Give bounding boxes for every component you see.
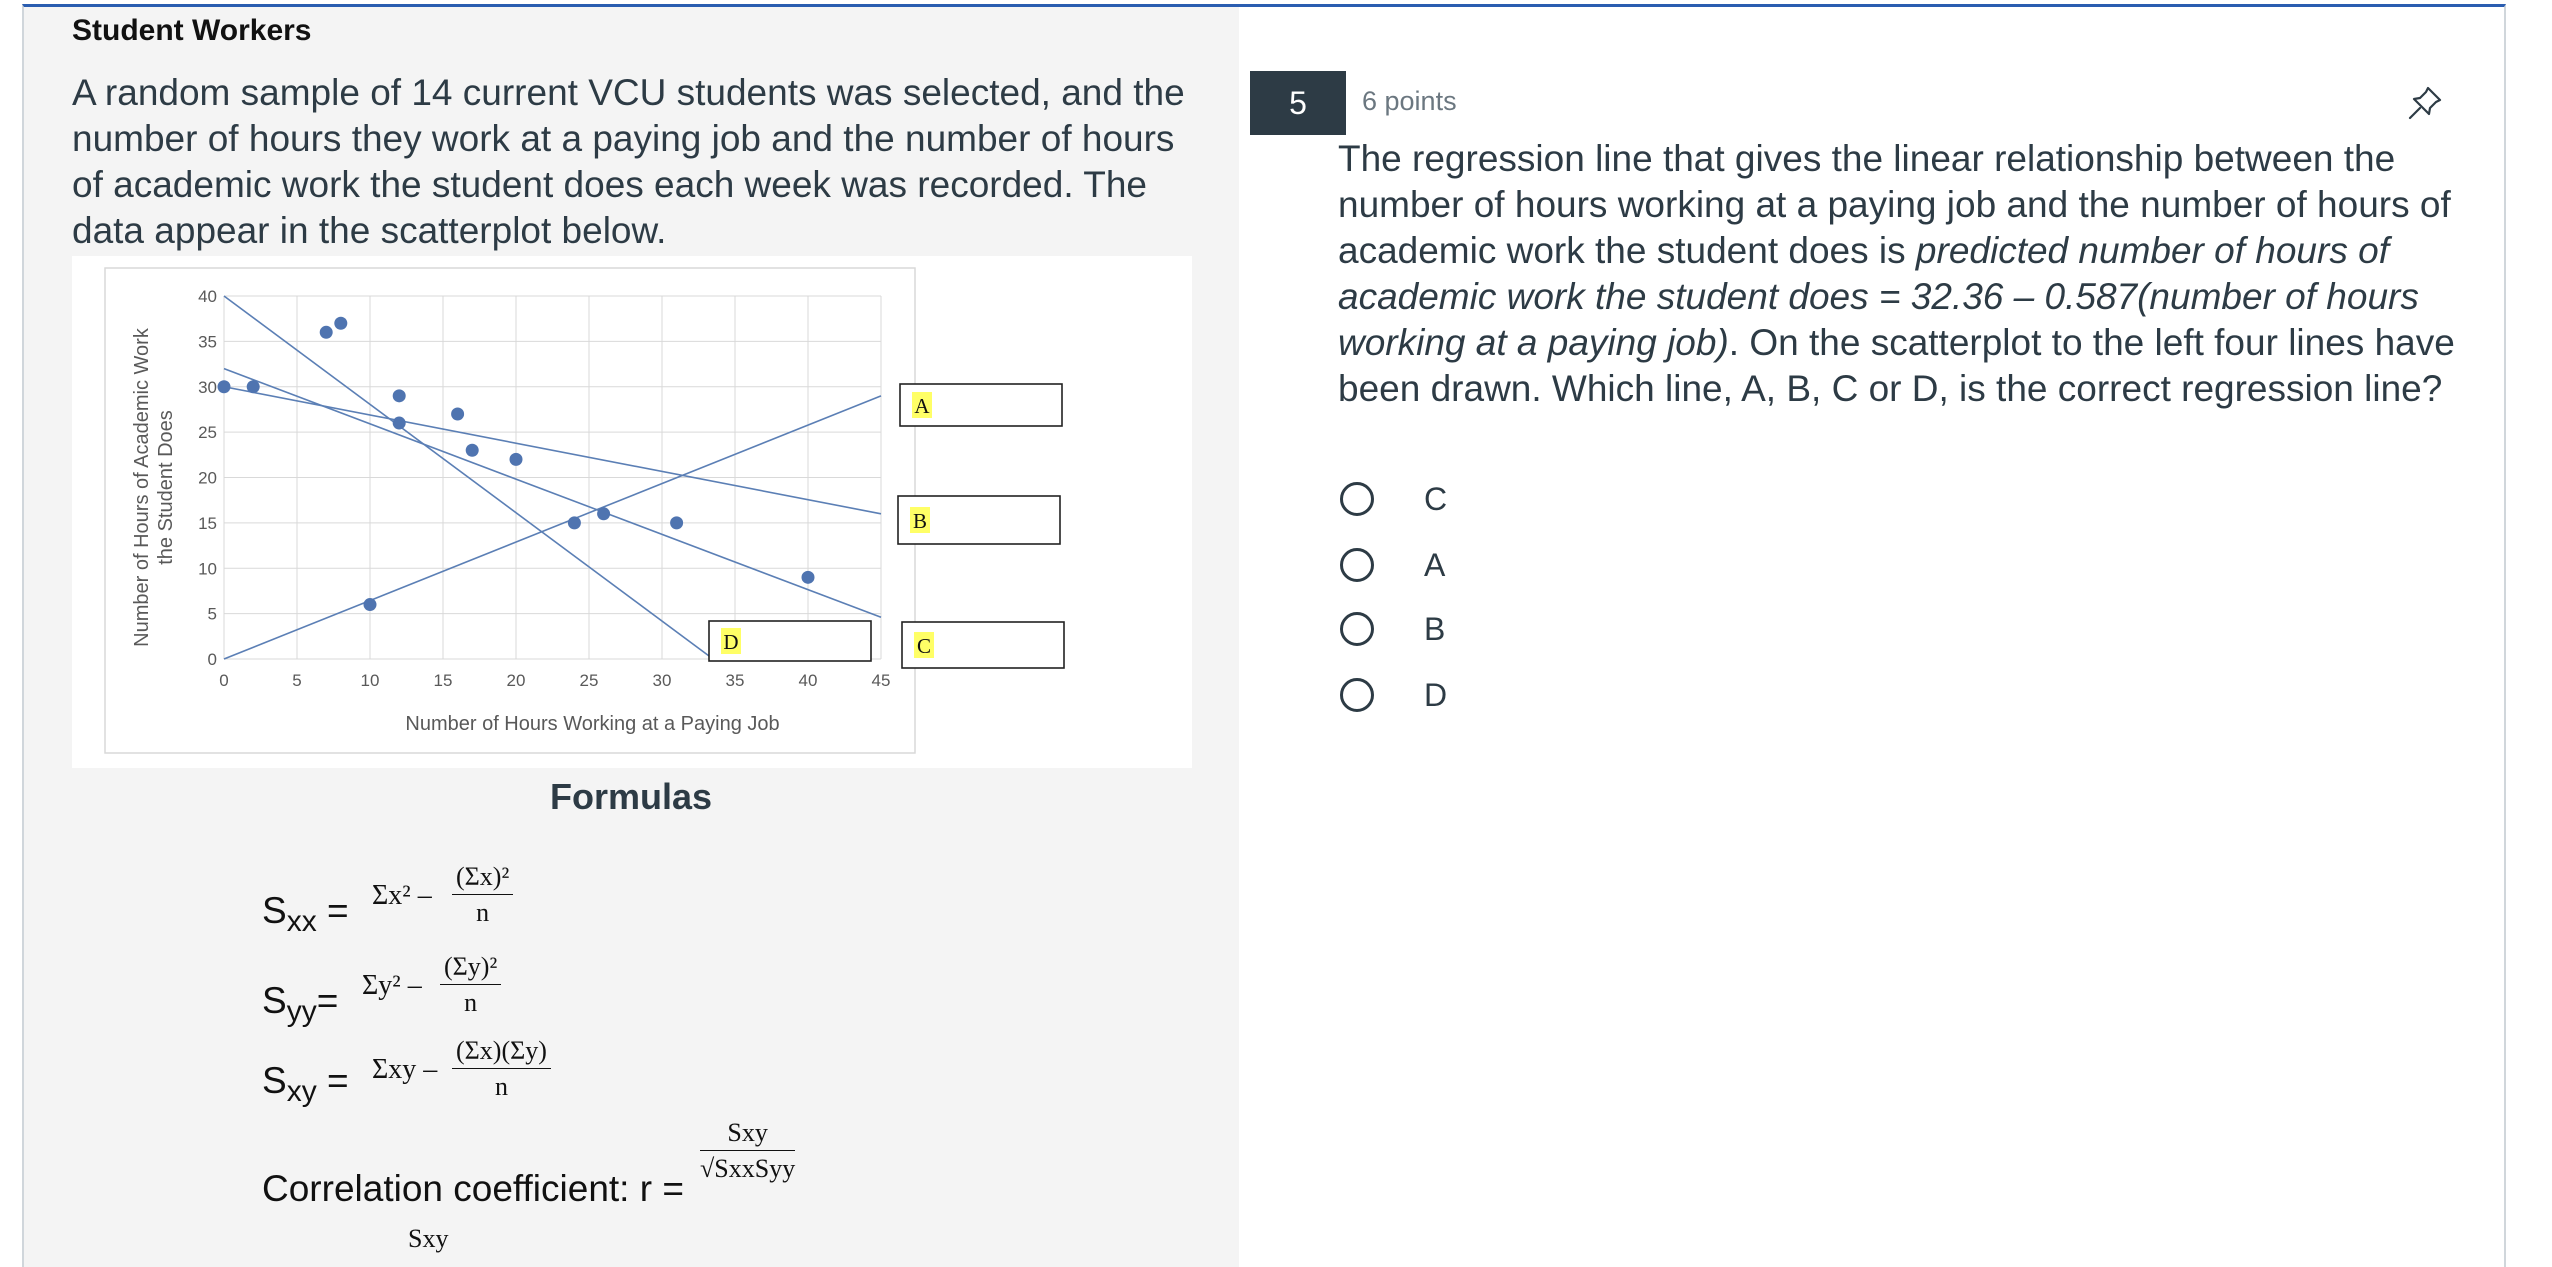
y-axis-title-line1: Number of Hours of Academic Work bbox=[131, 328, 153, 647]
radio-button[interactable] bbox=[1340, 548, 1374, 582]
syy-s: S bbox=[262, 980, 287, 1021]
data-point bbox=[510, 453, 523, 466]
sxy-fraction bbox=[452, 1034, 551, 1105]
sxx-fraction bbox=[452, 860, 513, 931]
syy-numerator: (Σy)² bbox=[440, 950, 501, 985]
x-tick-label: 0 bbox=[219, 671, 229, 690]
y-tick-label: 25 bbox=[198, 423, 217, 443]
radio-button[interactable] bbox=[1340, 678, 1374, 712]
sxy-eq: = bbox=[316, 1060, 349, 1101]
data-point bbox=[670, 516, 683, 529]
radio-button[interactable] bbox=[1340, 612, 1374, 646]
data-point bbox=[364, 598, 377, 611]
y-tick-label: 35 bbox=[198, 332, 217, 352]
sxx-label bbox=[262, 890, 349, 938]
line-label-d: D bbox=[723, 630, 739, 654]
data-point bbox=[597, 507, 610, 520]
data-point bbox=[320, 326, 333, 339]
sxx-eq: = bbox=[316, 890, 349, 931]
y-tick-label: 40 bbox=[198, 287, 217, 306]
question-text-part1: The regression line that gives the linear relationship between the number of hours working at a paying job and the number of hours of academic work the student does is bbox=[1338, 138, 2451, 271]
y-tick-label: 30 bbox=[198, 377, 217, 397]
y-tick-label: 0 bbox=[207, 650, 217, 669]
y-tick-label: 5 bbox=[207, 604, 217, 624]
sxy-sub: xy bbox=[286, 1075, 317, 1108]
radio-button[interactable] bbox=[1340, 482, 1374, 516]
question-text-equation: predicted number of hours of academic work the student does = 32.36 – 0.587(number of hours working at a paying job) bbox=[1338, 230, 2419, 363]
data-point bbox=[393, 417, 406, 430]
sxy-label bbox=[262, 1060, 349, 1108]
x-tick-label: 10 bbox=[360, 671, 380, 690]
question-text-part2: . On the scatterplot to the left four lines have been drawn. Which line, A, B, C or D, is the correct regression line? bbox=[1338, 322, 2455, 409]
data-point bbox=[334, 317, 347, 330]
y-tick-label: 20 bbox=[198, 468, 217, 488]
pin-icon[interactable] bbox=[2406, 82, 2446, 122]
correlation-numerator: Sxy bbox=[700, 1116, 795, 1151]
data-point bbox=[451, 407, 464, 420]
data-point bbox=[393, 389, 406, 402]
answer-label: C bbox=[1424, 480, 1448, 517]
x-tick-label: 5 bbox=[292, 671, 302, 690]
formulas-title: Formulas bbox=[549, 776, 713, 817]
answer-option-c[interactable] bbox=[1340, 475, 1447, 523]
stimulus-title: Student Workers bbox=[72, 14, 312, 47]
scatterplot-svg bbox=[72, 256, 1192, 768]
sxx-denominator: n bbox=[476, 898, 490, 927]
y-axis-title-line2: the Student Does bbox=[155, 410, 177, 565]
syy-label bbox=[262, 980, 339, 1028]
x-tick-label: 30 bbox=[652, 671, 672, 690]
data-point bbox=[466, 444, 479, 457]
data-point bbox=[247, 380, 260, 393]
answer-label: D bbox=[1424, 676, 1448, 713]
syy-denominator: n bbox=[464, 988, 478, 1017]
sxx-sub: xx bbox=[286, 905, 317, 938]
syy-lead: Σy² – bbox=[362, 970, 422, 1001]
x-tick-label: 45 bbox=[871, 671, 891, 690]
data-point bbox=[218, 380, 231, 393]
answer-option-a[interactable] bbox=[1340, 541, 1445, 589]
x-tick-label: 25 bbox=[579, 671, 599, 690]
correlation-denominator: √SxxSyy bbox=[700, 1154, 796, 1183]
syy-sub: yy bbox=[286, 995, 317, 1028]
question-text bbox=[1338, 136, 2468, 412]
syy-fraction bbox=[440, 950, 501, 1021]
sxy-lead: Σxy – bbox=[372, 1054, 438, 1085]
sxy-s: S bbox=[262, 1060, 287, 1101]
line-label-b: B bbox=[912, 509, 928, 533]
x-axis-title: Number of Hours Working at a Paying Job bbox=[405, 713, 780, 735]
y-tick-label: 10 bbox=[198, 559, 217, 579]
data-point bbox=[568, 516, 581, 529]
question-points: 6 points bbox=[1362, 86, 1457, 116]
y-tick-label: 15 bbox=[198, 513, 217, 533]
sxy-denominator: n bbox=[494, 1072, 508, 1101]
correlation-fraction bbox=[700, 1116, 795, 1187]
scatterplot bbox=[72, 256, 1192, 768]
sxx-numerator: (Σx)² bbox=[452, 860, 513, 895]
sxy-numerator: (Σx)(Σy) bbox=[452, 1034, 551, 1069]
sxx-lead: Σx² – bbox=[372, 880, 432, 911]
stimulus-text: A random sample of 14 current VCU students was selected, and the number of hours they work at a paying job and the number of hours of academic work the student does each week was recorded. The data appear in the scatterplot below. bbox=[72, 72, 1185, 251]
line-label-c: C bbox=[916, 634, 932, 658]
answer-label: B bbox=[1424, 610, 1446, 647]
answer-option-b[interactable] bbox=[1340, 605, 1445, 653]
x-tick-label: 35 bbox=[725, 671, 745, 690]
answer-option-d[interactable] bbox=[1340, 671, 1447, 719]
syy-eq: = bbox=[316, 980, 339, 1021]
line-label-a: A bbox=[914, 394, 930, 418]
cut-off-formula: Sxy bbox=[408, 1224, 449, 1253]
sxx-s: S bbox=[262, 890, 287, 931]
x-tick-label: 20 bbox=[506, 671, 526, 690]
x-tick-label: 15 bbox=[433, 671, 453, 690]
question-number: 5 bbox=[1250, 71, 1346, 135]
answer-label: A bbox=[1424, 546, 1446, 583]
x-tick-label: 40 bbox=[798, 671, 818, 690]
data-point bbox=[802, 571, 815, 584]
correlation-label: Correlation coefficient: r = bbox=[262, 1168, 684, 1209]
